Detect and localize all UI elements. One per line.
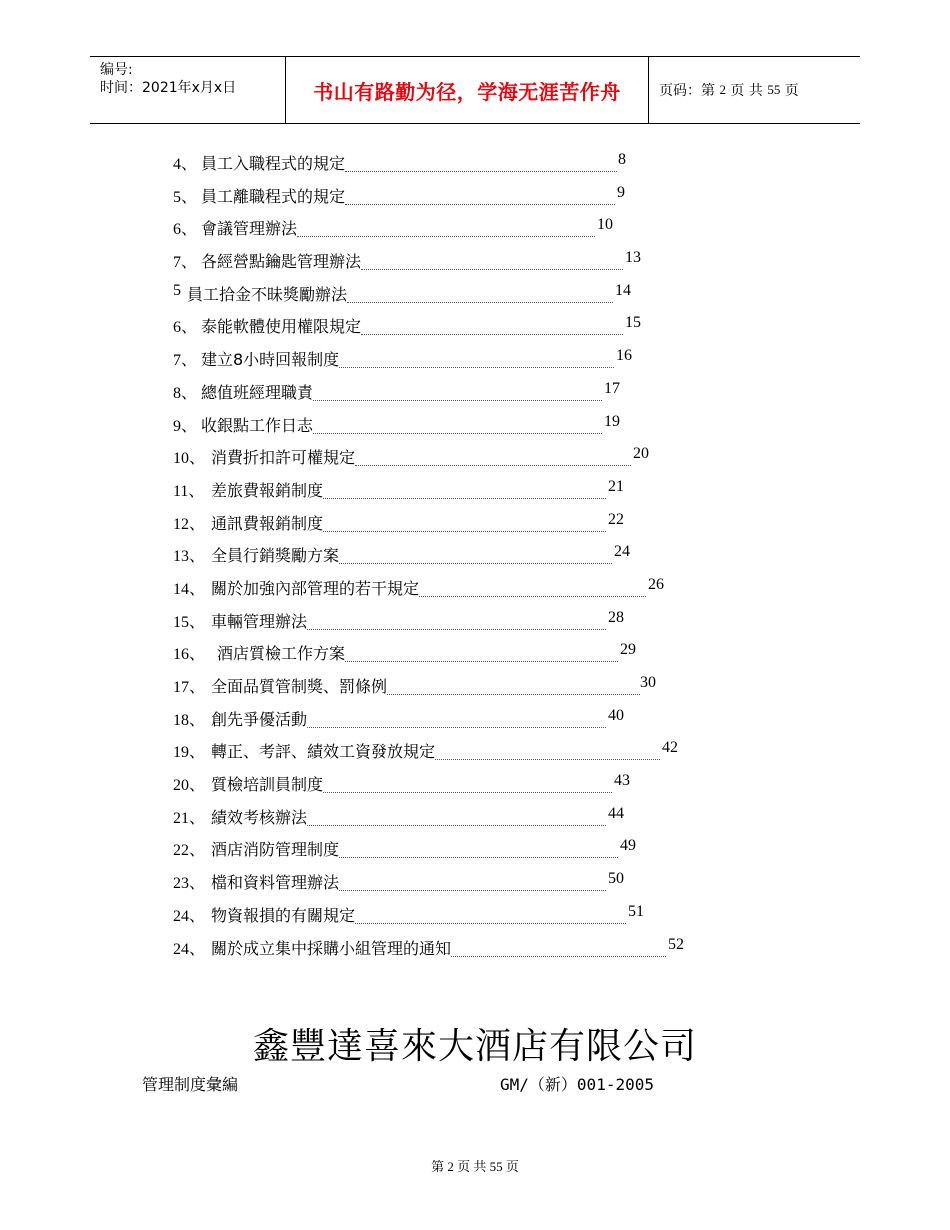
- document-code-suffix: 001-2005: [576, 1075, 654, 1094]
- toc-entry-page: 19: [604, 412, 620, 430]
- document-title: 管理制度彙編: [142, 1075, 239, 1094]
- toc-entry-title: 泰能軟體使用權限規定: [201, 317, 362, 337]
- footer-page-suffix: 页: [505, 1159, 519, 1174]
- toc-entry-leader: [339, 857, 618, 858]
- toc-entry-number: 18、: [173, 711, 206, 729]
- document-code-cn: （新）: [528, 1075, 577, 1094]
- toc-entry-number: 17、: [173, 679, 206, 696]
- toc-entry-leader: [307, 629, 606, 630]
- toc-entry: [0, 277, 950, 310]
- toc-entry: [0, 506, 950, 539]
- toc-entry: [0, 571, 950, 604]
- header-page-total: 55: [767, 82, 781, 97]
- toc-entry-leader: [361, 269, 623, 270]
- toc-entry-page: 51: [628, 902, 644, 920]
- toc-entry-page: 10: [597, 216, 613, 234]
- toc-entry-leader: [451, 956, 666, 957]
- document-time-label: 时间：2021年x月x日: [100, 80, 237, 96]
- toc-entry-title: 建立8小時回報制度: [201, 350, 340, 370]
- toc-entry-page: 15: [625, 314, 641, 332]
- toc-entry-number: 14、: [173, 580, 206, 598]
- document-code: [500, 1072, 654, 1095]
- toc-entry-leader: [323, 531, 606, 532]
- toc-entry-title: 創先爭優活動: [211, 709, 308, 729]
- toc-entry-page: 44: [608, 804, 624, 822]
- header-page-current: 2: [719, 82, 726, 97]
- toc-entry-page: 42: [662, 739, 678, 757]
- toc-entry-leader: [435, 759, 660, 760]
- header-page-info: [649, 57, 860, 123]
- toc-entry-number: 5: [173, 281, 181, 299]
- toc-entry-leader: [355, 923, 626, 924]
- toc-entry-number: 24、: [173, 907, 206, 925]
- toc-entry-title: 差旅費報銷制度: [211, 480, 324, 500]
- toc-entry-title: 會議管理辦法: [201, 219, 298, 239]
- toc-entry-title: 員工入職程式的規定: [201, 154, 346, 173]
- toc-entry-leader: [355, 465, 631, 466]
- toc-entry-leader: [339, 890, 606, 891]
- toc-entry-page: 14: [615, 281, 631, 299]
- table-of-contents: [0, 146, 950, 963]
- toc-entry-page: 24: [614, 543, 630, 561]
- toc-entry-title: 全面品質管制獎、罰條例: [211, 677, 388, 696]
- toc-entry: [0, 309, 950, 342]
- toc-entry-leader: [297, 236, 595, 237]
- toc-entry-title: 關於成立集中採購小組管理的通知: [211, 938, 452, 958]
- header-left-cell: [90, 57, 286, 123]
- toc-entry-leader: [313, 433, 602, 434]
- company-name: 鑫豐達喜來大酒店有限公司: [252, 1026, 697, 1067]
- toc-entry-number: 24、: [173, 940, 206, 958]
- toc-entry-title: 通訊費報銷制度: [211, 513, 324, 533]
- toc-entry: [0, 767, 950, 800]
- toc-entry-title: 酒店質檢工作方案: [217, 644, 346, 664]
- toc-entry: [0, 898, 950, 931]
- toc-entry-leader: [345, 204, 615, 205]
- toc-entry-number: 7、: [173, 352, 198, 370]
- toc-entry-leader: [323, 792, 612, 793]
- header-table: [90, 56, 860, 124]
- toc-entry-number: 5、: [173, 188, 198, 206]
- toc-entry-leader: [323, 498, 606, 499]
- toc-entry-number: 22、: [173, 842, 206, 860]
- toc-entry-title: 員工拾金不昧獎勵辦法: [187, 284, 348, 304]
- toc-entry-page: 50: [608, 870, 624, 888]
- toc-entry: [0, 604, 950, 637]
- toc-entry: [0, 408, 950, 441]
- toc-entry: [0, 211, 950, 244]
- toc-entry-number: 21、: [173, 809, 206, 827]
- toc-entry-page: 17: [604, 379, 620, 397]
- toc-entry-title: 檔和資料管理辦法: [211, 873, 340, 893]
- toc-entry-title: 績效考核辦法: [211, 807, 308, 827]
- toc-entry-page: 22: [608, 510, 624, 528]
- toc-entry: [0, 636, 950, 669]
- toc-entry-leader: [307, 727, 606, 728]
- toc-entry-title: 轉正、考評、績效工資發放規定: [211, 742, 436, 762]
- header-motto: 书山有路勤为径，学海无涯苦作舟: [286, 57, 649, 123]
- toc-entry: [0, 538, 950, 571]
- toc-entry: [0, 375, 950, 408]
- toc-entry-title: 車輛管理辦法: [211, 611, 308, 631]
- toc-entry-title: 質檢培訓員制度: [211, 775, 324, 795]
- toc-entry-number: 6、: [173, 221, 198, 239]
- document-code-label: 编号:: [100, 62, 133, 78]
- toc-entry-title: 總值班經理職責: [201, 382, 314, 402]
- toc-entry: [0, 865, 950, 898]
- footer-page-current: 2: [447, 1159, 454, 1174]
- toc-entry-title: 收銀點工作日志: [201, 415, 314, 435]
- toc-entry-leader: [347, 302, 613, 303]
- footer-page-prefix: 第: [431, 1159, 445, 1174]
- toc-entry-number: 11、: [173, 482, 205, 500]
- toc-entry: [0, 832, 950, 865]
- header-page-prefix: 页码：第: [659, 83, 715, 99]
- toc-entry: [0, 244, 950, 277]
- toc-entry-number: 12、: [173, 515, 206, 533]
- toc-entry-page: 30: [640, 674, 656, 691]
- toc-entry-number: 23、: [173, 875, 206, 893]
- toc-entry-leader: [345, 171, 617, 172]
- toc-entry-leader: [361, 334, 623, 335]
- toc-entry: [0, 473, 950, 506]
- toc-entry-page: 9: [617, 183, 625, 201]
- toc-entry-number: 19、: [173, 744, 206, 762]
- toc-entry-title: 各經營點鑰匙管理辦法: [201, 252, 362, 272]
- toc-entry-number: 10、: [173, 450, 206, 468]
- toc-entry: [0, 800, 950, 833]
- toc-entry-page: 16: [616, 347, 632, 365]
- toc-entry: [0, 342, 950, 375]
- toc-entry-title: 關於加強內部管理的若干規定: [211, 578, 420, 598]
- toc-entry-leader: [339, 563, 612, 564]
- toc-entry-number: 16、: [173, 646, 206, 664]
- toc-entry-page: 20: [633, 445, 649, 463]
- toc-entry-page: 40: [608, 706, 624, 724]
- footer-page-total: 55: [489, 1159, 503, 1174]
- toc-entry-number: 9、: [173, 417, 198, 435]
- toc-entry-page: 52: [668, 935, 684, 953]
- toc-entry-title: 全員行銷獎勵方案: [211, 546, 340, 566]
- toc-entry-page: 13: [625, 249, 641, 267]
- toc-entry-number: 8、: [173, 384, 198, 402]
- toc-entry-title: 員工離職程式的規定: [201, 186, 346, 206]
- toc-entry-page: 29: [620, 641, 636, 659]
- toc-entry: [0, 734, 950, 767]
- toc-entry-leader: [307, 825, 606, 826]
- toc-entry: [0, 702, 950, 735]
- toc-entry: [0, 669, 950, 702]
- header-page-mid: 页 共: [730, 83, 763, 99]
- toc-entry-page: 26: [648, 575, 664, 593]
- toc-entry-number: 4、: [173, 156, 198, 173]
- toc-entry-number: 13、: [173, 548, 206, 566]
- footer-page-mid: 页 共: [457, 1159, 487, 1174]
- toc-entry-leader: [339, 367, 614, 368]
- toc-entry-number: 6、: [173, 319, 198, 337]
- toc-entry-number: 20、: [173, 777, 206, 795]
- toc-entry-page: 28: [608, 608, 624, 626]
- toc-entry-page: 21: [608, 477, 624, 495]
- toc-entry-page: 8: [618, 151, 626, 168]
- footer-page-number: [0, 1156, 950, 1175]
- toc-entry: [0, 146, 950, 179]
- toc-entry: [0, 931, 950, 964]
- document-code-prefix: GM/: [500, 1075, 529, 1094]
- toc-entry-leader: [419, 596, 646, 597]
- toc-entry-leader: [345, 661, 618, 662]
- header-page-suffix: 页: [784, 83, 799, 99]
- toc-entry-page: 49: [620, 837, 636, 855]
- toc-entry-title: 酒店消防管理制度: [211, 840, 340, 860]
- toc-entry-leader: [387, 694, 640, 695]
- toc-entry-number: 15、: [173, 613, 206, 631]
- toc-entry-leader: [313, 400, 602, 401]
- toc-entry: [0, 179, 950, 212]
- toc-entry-title: 消費折扣許可權規定: [211, 448, 356, 468]
- toc-entry: [0, 440, 950, 473]
- toc-entry-title: 物資報損的有關規定: [211, 905, 356, 925]
- toc-entry-number: 7、: [173, 254, 198, 272]
- toc-entry-page: 43: [614, 772, 630, 790]
